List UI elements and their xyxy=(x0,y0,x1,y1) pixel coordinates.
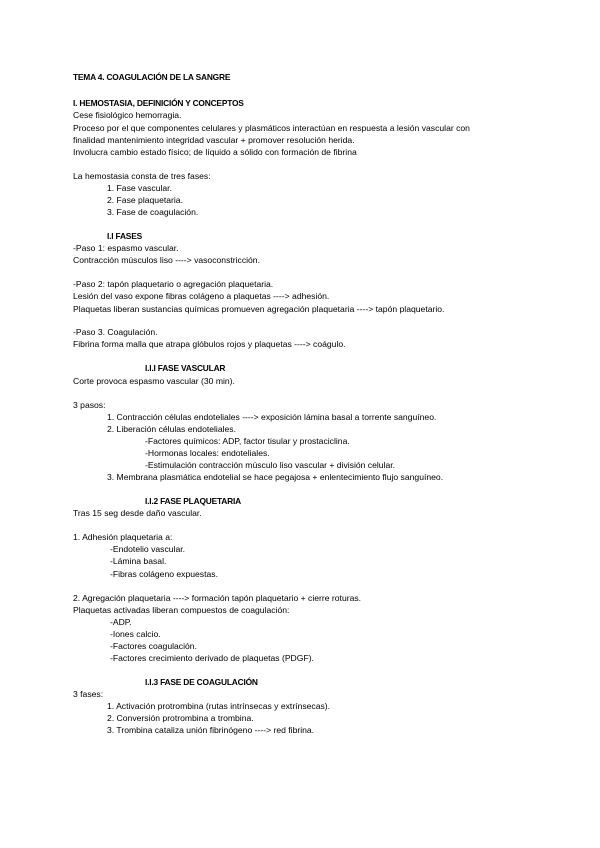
paragraph-line: Lesión del vaso expone fibras colágeno a plaquetas ----> adhesión. xyxy=(73,291,330,301)
section-heading-fase-coagulacion: I.I.3 FASE DE COAGULACIÓN xyxy=(145,677,258,687)
paragraph-line: Cese fisiológico hemorragia. xyxy=(73,110,182,120)
list-item: -ADP. xyxy=(110,617,132,627)
section-heading-fase-plaquetaria: I.I.2 FASE PLAQUETARIA xyxy=(145,496,241,506)
paragraph-line: Plaquetas activadas liberan compuestos de coagulación: xyxy=(73,605,290,615)
sub-list-item: -Hormonas locales: endoteliales. xyxy=(145,448,270,458)
list-item: 2. Fase plaquetaria. xyxy=(107,195,183,205)
list-item: 1. Contracción células endoteliales ----> exposición lámina basal a torrente sanguíneo. xyxy=(107,412,437,422)
paragraph-line: finalidad mantenimiento integridad vascular + promover resolución herida. xyxy=(73,135,355,145)
list-item: 2. Conversión protrombina a trombina. xyxy=(107,713,254,723)
list-item: -Lámina basal. xyxy=(110,556,167,566)
document-title: TEMA 4. COAGULACIÓN DE LA SANGRE xyxy=(73,72,231,82)
section-heading-fase-vascular: I.I.I FASE VASCULAR xyxy=(145,363,226,373)
list-item: 1. Activación protrombina (rutas intrínsecas y extrínsecas). xyxy=(107,701,331,711)
paragraph-line: La hemostasia consta de tres fases: xyxy=(73,171,211,181)
paragraph-line: Proceso por el que componentes celulares y plasmáticos interactúan en respuesta a lesión vascular con xyxy=(73,123,470,133)
sub-list-item: -Estimulación contracción músculo liso vascular + división celular. xyxy=(145,460,396,470)
paragraph-line: Contracción músculos liso ----> vasoconstricción. xyxy=(73,255,260,265)
paragraph-line: -Paso 2: tapón plaquetario o agregación plaquetaria. xyxy=(73,279,274,289)
list-item: -Factores crecimiento derivado de plaquetas (PDGF). xyxy=(110,653,314,663)
list-item: -Fibras colágeno expuestas. xyxy=(110,569,218,579)
section-heading-fases: I.I FASES xyxy=(107,231,142,241)
list-item: -Endotelio vascular. xyxy=(110,544,185,554)
paragraph-line: 3 fases: xyxy=(73,689,104,699)
list-item: 1. Fase vascular. xyxy=(107,183,172,193)
sub-list-item: -Factores químicos: ADP, factor tisular y prostaciclina. xyxy=(145,436,350,446)
list-item: -Factores coagulación. xyxy=(110,641,197,651)
paragraph-line: 1. Adhesión plaquetaria a: xyxy=(73,532,173,542)
paragraph-line: -Paso 1: espasmo vascular. xyxy=(73,243,179,253)
list-item: 2. Liberación células endoteliales. xyxy=(107,424,236,434)
list-item: 3. Fase de coagulación. xyxy=(107,207,199,217)
paragraph-line: Corte provoca espasmo vascular (30 min). xyxy=(73,376,235,386)
paragraph-line: -Paso 3. Coagulación. xyxy=(73,327,158,337)
paragraph-line: Involucra cambio estado físico; de líquido a sólido con formación de fibrina xyxy=(73,147,357,157)
paragraph-line: Plaquetas liberan sustancias químicas promueven agregación plaquetaria ----> tapón plaquetario. xyxy=(73,304,445,314)
list-item: -Iones calcio. xyxy=(110,629,161,639)
paragraph-line: 3 pasos: xyxy=(73,400,106,410)
list-item: 3. Membrana plasmática endotelial se hace pegajosa + enlentecimiento flujo sanguíneo. xyxy=(107,472,444,482)
list-item: 3. Trombina cataliza unión fibrinógeno ----> red fibrina. xyxy=(107,725,315,735)
paragraph-line: Tras 15 seg desde daño vascular. xyxy=(73,508,202,518)
section-heading-hemostasia: I. HEMOSTASIA, DEFINICIÓN Y CONCEPTOS xyxy=(73,98,244,108)
paragraph-line: 2. Agregación plaquetaria ----> formación tapón plaquetario + cierre roturas. xyxy=(73,593,362,603)
paragraph-line: Fibrina forma malla que atrapa glóbulos rojos y plaquetas ----> coágulo. xyxy=(73,339,346,349)
